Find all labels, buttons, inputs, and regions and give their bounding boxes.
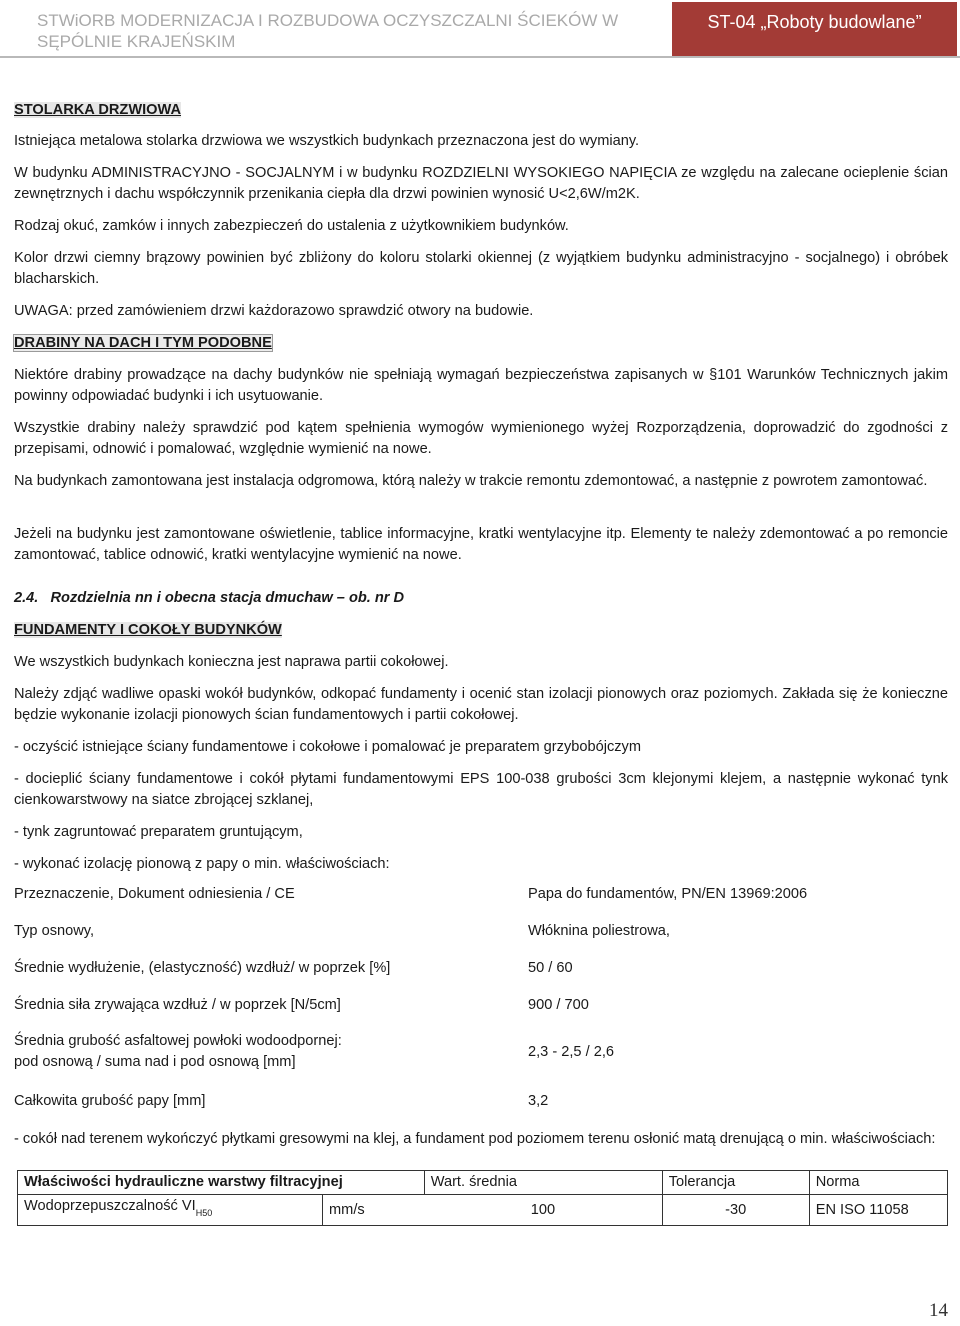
section-heading <box>14 588 948 609</box>
page-number: 14 <box>929 1300 948 1321</box>
doors-p3: Rodzaj okuć, zamków i innych zabezpieczeń do ustalenia z użytkownikiem budynków. <box>14 218 569 234</box>
property-key-line-2: pod osnową / suma nad i pod osnową [mm] <box>14 1054 296 1070</box>
header-title-box <box>0 0 668 56</box>
foundations-bullet-4: - wykonać izolację pionową z papy o min. właściwościach: <box>14 856 390 872</box>
doors-heading-line <box>14 100 948 121</box>
section-number: 2.4. <box>14 590 39 606</box>
table-header-cell: Norma <box>809 1171 947 1195</box>
foundations-p1: We wszystkich budynkach konieczna jest naprawa partii cokołowej. <box>14 654 449 670</box>
doors-p5: UWAGA: przed zamówieniem drzwi każdorazowo sprawdzić otwory na budowie. <box>14 303 534 319</box>
foundations-heading-line <box>14 620 948 641</box>
property-value: 3,2 <box>528 1093 549 1109</box>
table-cell: mm/s <box>323 1195 425 1226</box>
doors-p2: W budynku ADMINISTRACYJNO - SOCJALNYM i w budynku ROZDZIELNI WYSOKIEGO NAPIĘCIA ze względu na zalecane ocieplenie ścian zewnętrznych i dachu współczynnik przenikania ciepła dla drzwi powinien wynosić U<2,6W/m2K. <box>14 165 948 202</box>
ladders-heading: DRABINY NA DACH I TYM PODOBNE <box>14 335 272 351</box>
table-row <box>18 1195 948 1226</box>
property-key: Średnie wydłużenie, (elastyczność) wzdłuż/ w poprzek [%] <box>14 960 391 976</box>
property-value: 50 / 60 <box>528 960 573 976</box>
doors-p1: Istniejąca metalowa stolarka drzwiowa we wszystkich budynkach przeznaczona jest do wymiany. <box>14 133 640 149</box>
section-title: Rozdzielnia nn i obecna stacja dmuchaw – ob. nr D <box>50 590 405 606</box>
header-divider <box>0 56 960 58</box>
ladders-p2: Wszystkie drabiny należy sprawdzić pod kątem spełnienia wymogów wymienionego wyżej Rozporządzenia, doprowadzić do zgodności z przepisami, odnowić i pomalować, względnie wymienić na nowe. <box>14 420 948 457</box>
doors-p4: Kolor drzwi ciemny brązowy powinien być zbliżony do koloru stolarki okiennej (z wyjątkiem budynku administracyjno - socjalnego) i obróbek blacharskich. <box>14 250 948 287</box>
table-header-cell: Tolerancja <box>662 1171 809 1195</box>
foundations-bullet-1: - oczyścić istniejące ściany fundamentowe i cokołowe i pomalować je preparatem grzybobójczym <box>14 739 641 755</box>
drainage-mat-table <box>17 1170 948 1226</box>
ladders-heading-line <box>14 333 948 354</box>
property-key: Typ osnowy, <box>14 923 95 939</box>
ladders-p1: Niektóre drabiny prowadzące na dachy budynków nie spełniają wymagań bezpieczeństwa zapisanych w §101 Warunków Technicznych jakim powinny odpowiadać budynki i ich usytuowanie. <box>14 367 948 404</box>
ladders-p3: Na budynkach zamontowana jest instalacja odgromowa, którą należy w trakcie remontu zdemontować, a następnie z powrotem zamontować. <box>14 473 928 489</box>
table-header-cell: Wart. średnia <box>424 1171 662 1195</box>
property-key: Całkowita grubość papy [mm] <box>14 1093 206 1109</box>
property-value: Włóknina poliestrowa, <box>528 923 670 939</box>
property-key: Przeznaczenie, Dokument odniesienia / CE <box>14 886 295 902</box>
header-code-box <box>672 2 957 56</box>
property-key: Średnia siła zrywająca wzdłuż / w poprzek [N/5cm] <box>14 997 341 1013</box>
page-header <box>0 0 960 56</box>
property-value: Papa do fundamentów, PN/EN 13969:2006 <box>528 886 808 902</box>
cell-name: Wodoprzepuszczalność VI <box>24 1198 196 1214</box>
ladders-p4: Jeżeli na budynku jest zamontowane oświetlenie, tablice informacyjne, kratki wentylacyjne itp. Elementy te należy zdemontować a po remoncie zamontować, tablice odnowić, kratki wentylacyjne wymienić na nowe. <box>14 526 948 563</box>
table-header-cell: Właściwości hydrauliczne warstwy filtracyjnej <box>18 1171 425 1195</box>
doors-heading: STOLARKA DRZWIOWA <box>14 102 182 118</box>
property-value: 2,3 - 2,5 / 2,6 <box>528 1044 614 1060</box>
table-cell: -30 <box>662 1195 809 1226</box>
table-cell <box>18 1195 323 1226</box>
foundations-heading: FUNDAMENTY I COKOŁY BUDYNKÓW <box>14 622 282 638</box>
foundations-bullet-3: - tynk zagruntować preparatem gruntującym, <box>14 824 303 840</box>
property-key: Średnia grubość asfaltowej powłoki wodoodpornej: <box>14 1033 342 1049</box>
table-header-row <box>18 1171 948 1195</box>
foundations-p2: Należy zdjąć wadliwe opaski wokół budynków, odkopać fundamenty i ocenić stan izolacji pionowych oraz poziomych. Zakłada się że konieczne będzie wykonanie izolacji pionowych ścian fundamentowych i partii cokołowej. <box>14 686 948 723</box>
header-title: STWiORB MODERNIZACJA I ROZBUDOWA OCZYSZCZALNI ŚCIEKÓW W SĘPÓLNIE KRAJEŃSKIM <box>37 11 619 51</box>
cell-subscript: H50 <box>195 1208 213 1218</box>
table-cell: 100 <box>424 1195 662 1226</box>
table-cell: EN ISO 11058 <box>809 1195 947 1226</box>
plinth-paragraph: - cokół nad terenem wykończyć płytkami gresowymi na klej, a fundament pod poziomem terenu osłonić matą drenującą o min. właściwościach: <box>14 1131 936 1147</box>
header-code: ST-04 „Roboty budowlane” <box>707 12 922 32</box>
foundations-bullet-2: - docieplić ściany fundamentowe i cokół płytami fundamentowymi EPS 100-038 grubości 3cm klejonymi klejem, a następnie wykonać tynk cienkowarstwowy na siatce zbrojącej szklanej, <box>14 771 948 808</box>
property-value: 900 / 700 <box>528 997 589 1013</box>
